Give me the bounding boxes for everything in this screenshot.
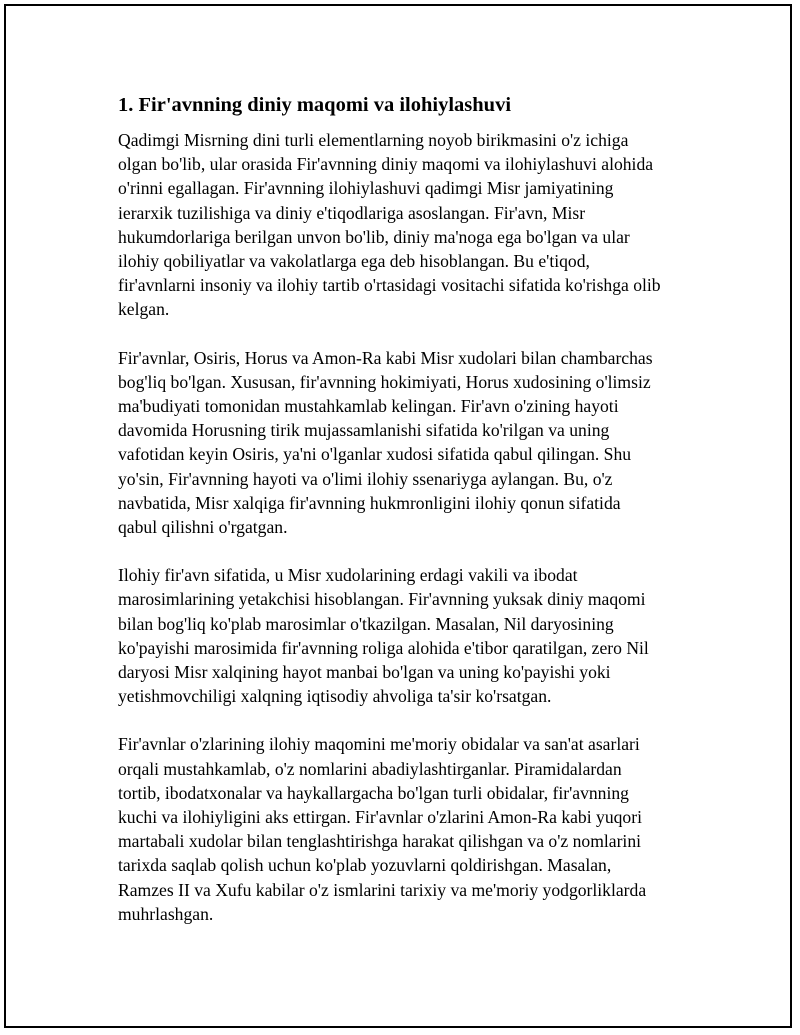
text-line: qabul qilishni o'rgatgan. bbox=[118, 517, 288, 538]
text-line: ko'payishi marosimida fir'avnning roliga alohida e'tibor qaratilgan, zero Nil bbox=[118, 637, 649, 658]
text-line: olgan bo'lib, ular orasida Fir'avnning diniy maqomi va ilohiylashuvi alohida bbox=[118, 154, 654, 175]
text-line: Ilohiy fir'avn sifatida, u Misr xudolarining erdagi vakili va ibodat bbox=[118, 565, 578, 586]
text-line: Ramzes II va Xufu kabilar o'z ismlarini tarixiy va me'moriy yodgorliklarda bbox=[118, 879, 647, 900]
text-line: davomida Horusning tirik mujassamlanishi sifatida ko'rilgan va uning bbox=[118, 420, 610, 441]
text-line: fir'avnlarni insoniy va ilohiy tartib o'rtasidagi vositachi sifatida ko'rishga olib bbox=[118, 275, 661, 296]
text-line: bilan bog'liq ko'plab marosimlar o'tkazilgan. Masalan, Nil daryosining bbox=[118, 613, 614, 634]
text-line: orqali mustahkamlab, o'z nomlarini abadiylashtirganlar. Piramidalardan bbox=[118, 758, 622, 779]
text-line: kuchi va ilohiyligini aks ettirgan. Fir'avnlar o'zlarini Amon-Ra kabi yuqori bbox=[118, 807, 642, 828]
text-line: navbatida, Misr xalqiga fir'avnning hukmronligini ilohiy qonun sifatida bbox=[118, 492, 621, 513]
paragraph bbox=[118, 732, 692, 926]
text-line: Qadimgi Misrning dini turli elementlarning noyob birikmasini o'z ichiga bbox=[118, 130, 629, 150]
text-line: tortib, ibodatxonalar va haykallargacha bo'lgan turli obidalar, fir'avnning bbox=[118, 782, 629, 803]
text-line: Fir'avnlar, Osiris, Horus va Amon-Ra kabi Misr xudolari bilan chambarchas bbox=[118, 347, 653, 368]
paragraph bbox=[118, 128, 692, 322]
text-line: yetishmovchiligi xalqning iqtisodiy ahvoliga ta'sir ko'rsatgan. bbox=[118, 686, 552, 707]
text-line: marosimlarining yetakchisi hisoblangan. Fir'avnning yuksak diniy maqomi bbox=[118, 589, 646, 610]
paragraph bbox=[118, 563, 692, 708]
text-line: muhrlashgan. bbox=[118, 903, 214, 924]
text-line: bog'liq bo'lgan. Xususan, fir'avnning hokimiyati, Horus xudosining o'limsiz bbox=[118, 371, 651, 392]
text-line: daryosi Misr xalqining hayot manbai bo'lgan va uning ko'payishi yoki bbox=[118, 662, 611, 683]
text-line: ma'budiyati tomonidan mustahkamlab kelingan. Fir'avn o'zining hayoti bbox=[118, 396, 619, 417]
text-line: o'rinni egallagan. Fir'avnning ilohiylashuvi qadimgi Misr jamiyatining bbox=[118, 178, 614, 199]
text-line: yo'sin, Fir'avnning hayoti va o'limi ilohiy ssenariyga aylangan. Bu, o'z bbox=[118, 468, 613, 489]
text-line: tarixda saqlab qolish uchun ko'plab yozuvlarni qoldirishgan. Masalan, bbox=[118, 855, 612, 876]
document-body bbox=[118, 92, 692, 950]
text-line: hukumdorlariga berilgan unvon bo'lib, diniy ma'noga ega bo'lgan va ular bbox=[118, 226, 630, 247]
text-line: kelgan. bbox=[118, 299, 170, 320]
text-line: vafotidan keyin Osiris, ya'ni o'lganlar xudosi sifatida qabul qilingan. Shu bbox=[118, 444, 632, 465]
text-line: ilohiy qobiliyatlar va vakolatlarga ega deb hisoblangan. Bu e'tiqod, bbox=[118, 251, 590, 272]
paragraph bbox=[118, 346, 692, 540]
text-line: ierarxik tuzilishiga va diniy e'tiqodlariga asoslangan. Fir'avn, Misr bbox=[118, 202, 586, 223]
section-heading: 1. Fir'avnning diniy maqomi va ilohiylashuvi bbox=[118, 94, 512, 116]
text-line: Fir'avnlar o'zlarining ilohiy maqomini me'moriy obidalar va san'at asarlari bbox=[118, 734, 640, 755]
text-line: martabali xudolar bilan tenglashtirishga harakat qilishgan va o'z nomlarini bbox=[118, 831, 642, 852]
